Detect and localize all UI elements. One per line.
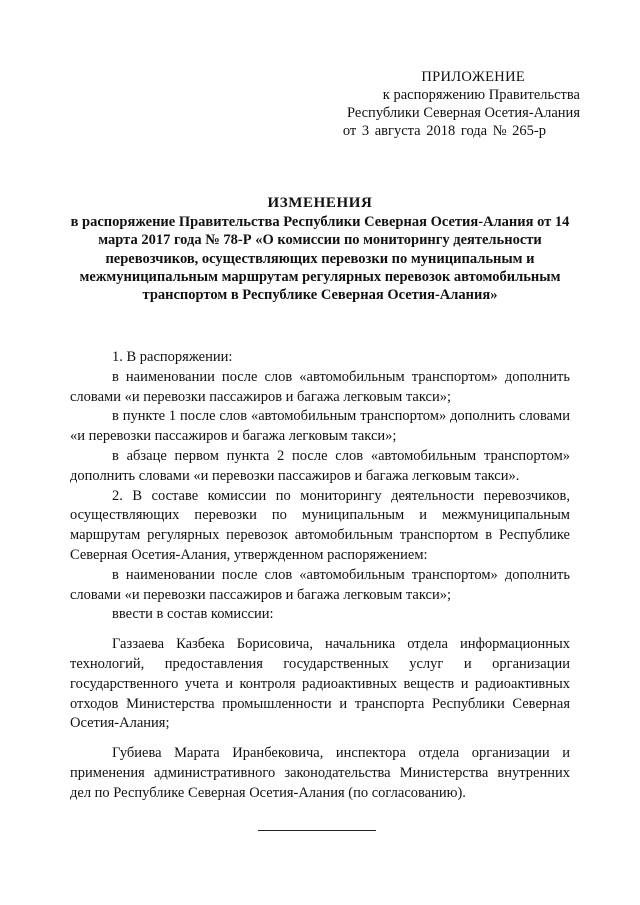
paragraph-9: Губиева Марата Иранбековича, инспектора отдела организации и применения административного законодательства Министерства внутренних дел по Республике Северная Осетия-Алания (по согласованию). bbox=[70, 745, 570, 801]
closing-rule bbox=[258, 830, 376, 831]
appendix-date-line: от 3 августа 2018 года № 265-р bbox=[342, 123, 546, 139]
paragraph-4: в абзаце первом пункта 2 после слов «автомобильным транспортом» дополнить словами «и перевозки пассажиров и багажа легковым такси». bbox=[70, 447, 570, 484]
paragraph-3: в пункте 1 после слов «автомобильным транспортом» дополнить словами «и перевозки пассажиров и багажа легковым такси»; bbox=[70, 408, 570, 445]
paragraph-6: в наименовании после слов «автомобильным транспортом» дополнить словами «и перевозки пассажиров и багажа легковым такси»; bbox=[70, 566, 570, 603]
appendix-block bbox=[300, 68, 580, 140]
appendix-line-2: Республики Северная Осетия-Алания bbox=[346, 105, 580, 121]
document-heading bbox=[70, 194, 570, 304]
paragraph-7: ввести в состав комиссии: bbox=[112, 606, 274, 623]
appendix-title: ПРИЛОЖЕНИЕ bbox=[421, 69, 525, 85]
paragraph-5: 2. В составе комиссии по мониторингу деятельности перевозчиков, осуществляющих перевозки по муниципальным и межмуниципальным маршрутам регулярных перевозок автомобильным транспортом в Республике Северная Осетия-Алания, утвержденном распоряжением: bbox=[70, 487, 570, 563]
paragraph-2: в наименовании после слов «автомобильным транспортом» дополнить словами «и перевозки пассажиров и багажа легковым такси»; bbox=[70, 368, 570, 405]
paragraph-8: Газзаева Казбека Борисовича, начальника отдела информационных технологий, предоставления государственных услуг и организации государственного учета и контроля радиоактивных веществ и радиоактивных отходов Министерства промышленности и транспорта Республики Северная Осетия-Алания; bbox=[70, 636, 570, 732]
paragraph-1: 1. В распоряжении: bbox=[112, 349, 233, 365]
document-subtitle: в распоряжение Правительства Республики Северная Осетия-Алания от 14 марта 2017 года № 78-Р «О комиссии по мониторингу деятельности перевозчиков, осуществляющих перевозки по муниципальным и межмуниципальным маршрутам регулярных перевозок автомобильным транспортом в Республике Северная Осетия-Алания» bbox=[70, 214, 570, 304]
document-title: ИЗМЕНЕНИЯ bbox=[267, 195, 373, 211]
appendix-line-1: к распоряжению Правительства bbox=[382, 87, 580, 103]
document-body bbox=[70, 348, 570, 804]
